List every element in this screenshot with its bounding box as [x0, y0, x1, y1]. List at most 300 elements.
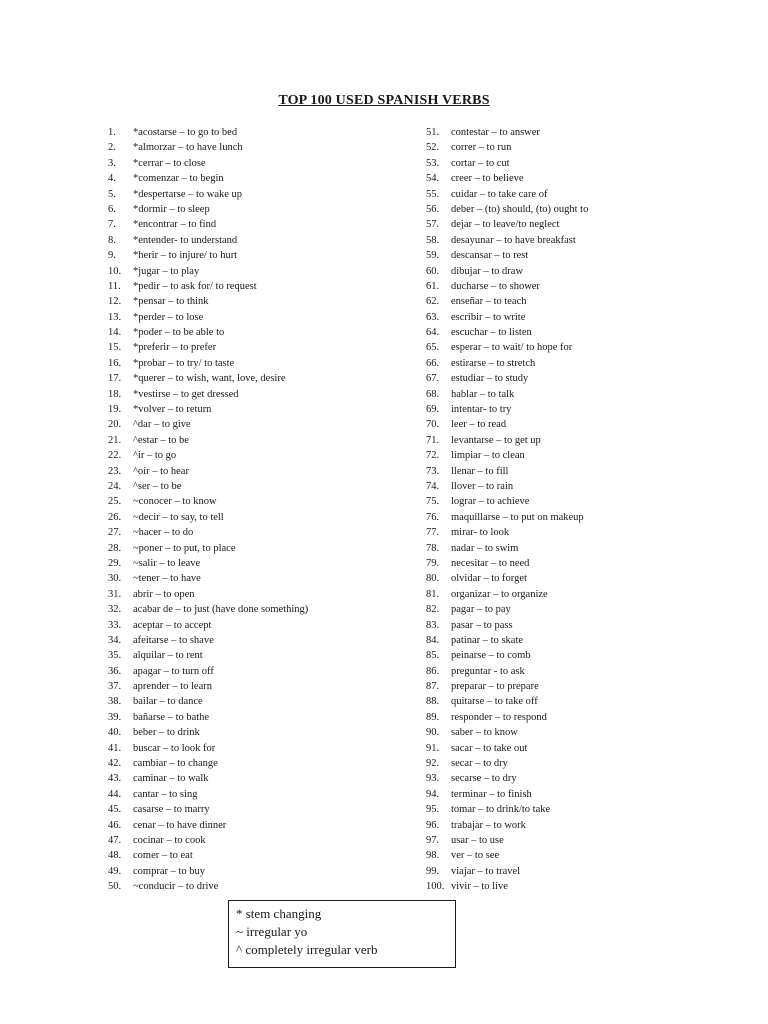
verb-number: 67.	[426, 373, 440, 385]
verb-entry: comprar – to buy	[133, 865, 206, 877]
verb-entry: descansar – to rest	[451, 250, 529, 262]
verb-number: 51.	[426, 127, 440, 138]
verb-entry: ~conocer – to know	[133, 496, 217, 508]
verb-list-item	[426, 202, 746, 217]
verb-list-item	[108, 510, 408, 525]
verb-entry: casarse – to marry	[133, 804, 210, 816]
verb-list-item	[426, 140, 746, 155]
verb-number: 42.	[108, 758, 122, 770]
verb-entry: *probar – to try/ to taste	[133, 357, 235, 369]
verb-entry: ~hacer – to do	[133, 527, 194, 539]
verb-number: 38.	[108, 696, 122, 708]
verb-list-item	[108, 833, 408, 848]
verb-number: 65.	[426, 342, 440, 354]
verb-entry: cuidar – to take care of	[451, 188, 548, 200]
verb-number: 46.	[108, 819, 122, 831]
verb-entry: ^estar – to be	[133, 434, 189, 446]
verb-entry: dejar – to leave/to neglect	[451, 219, 560, 231]
verb-list-item	[426, 387, 746, 402]
verb-entry: estudiar – to study	[451, 373, 529, 385]
verb-number: 16.	[108, 357, 122, 369]
verb-number: 62.	[426, 296, 440, 308]
verb-entry: ^dar – to give	[133, 419, 191, 431]
verb-list-item	[426, 694, 746, 709]
verb-number: 26.	[108, 511, 122, 523]
verb-number: 79.	[426, 557, 440, 569]
verb-list-item	[108, 525, 408, 540]
verb-entry: bailar – to dance	[133, 696, 203, 708]
verb-entry: *preferir – to prefer	[133, 342, 217, 354]
verb-entry: sacar – to take out	[451, 742, 528, 754]
verb-number: 34.	[108, 634, 122, 646]
verb-list-item	[108, 202, 408, 217]
verb-list-item	[426, 279, 746, 294]
verb-list-item	[108, 664, 408, 679]
verb-entry: *perder – to lose	[133, 311, 204, 323]
verb-number: 13.	[108, 311, 122, 323]
verb-entry: ~decir – to say, to tell	[133, 511, 224, 523]
verb-number: 71.	[426, 434, 440, 446]
verb-list-item	[426, 433, 746, 448]
verb-number: 92.	[426, 758, 440, 770]
verb-list-item	[426, 233, 746, 248]
verb-number: 9.	[108, 250, 116, 262]
verb-number: 21.	[108, 434, 122, 446]
verb-number: 6.	[108, 203, 116, 215]
verb-list-item	[108, 464, 408, 479]
verb-number: 49.	[108, 865, 122, 877]
verb-entry: apagar – to turn off	[133, 665, 214, 677]
verb-list-item	[108, 848, 408, 863]
verb-number: 19.	[108, 404, 122, 416]
verb-entry: *acostarse – to go to bed	[133, 127, 238, 138]
verb-number: 73.	[426, 465, 440, 477]
verb-list-item	[108, 417, 408, 432]
verb-entry: caminar – to walk	[133, 773, 209, 785]
verb-number: 80.	[426, 573, 440, 585]
verb-entry: cenar – to have dinner	[133, 819, 227, 831]
verb-number: 70.	[426, 419, 440, 431]
verb-entry: abrir – to open	[133, 588, 195, 600]
verb-entry: *pensar – to think	[133, 296, 209, 308]
verb-entry: pagar – to pay	[451, 604, 511, 616]
verb-entry: estirarse – to stretch	[451, 357, 536, 369]
verb-entry: *poder – to be able to	[133, 327, 225, 339]
verb-entry: enseñar – to teach	[451, 296, 527, 308]
verb-entry: quitarse – to take off	[451, 696, 538, 708]
verb-list-item	[108, 602, 408, 617]
verb-list-item	[108, 233, 408, 248]
verb-list-item	[108, 802, 408, 817]
verb-entry: preparar – to prepare	[451, 681, 539, 693]
verb-entry: buscar – to look for	[133, 742, 216, 754]
verb-number: 85.	[426, 650, 440, 662]
verb-entry: preguntar - to ask	[451, 665, 525, 677]
verb-number: 5.	[108, 188, 116, 200]
verb-number: 66.	[426, 357, 440, 369]
verb-number: 17.	[108, 373, 122, 385]
legend-box	[228, 900, 456, 968]
verb-list-item	[108, 294, 408, 309]
verb-list-item	[426, 448, 746, 463]
verb-entry: comer – to eat	[133, 850, 193, 862]
verb-list-item	[426, 187, 746, 202]
verb-number: 56.	[426, 203, 440, 215]
verb-list-item	[426, 248, 746, 263]
verb-number: 11.	[108, 280, 121, 292]
verb-number: 86.	[426, 665, 440, 677]
verb-number: 97.	[426, 834, 440, 846]
verb-entry: ~salir – to leave	[133, 557, 201, 569]
verb-number: 93.	[426, 773, 440, 785]
verb-list-item	[108, 187, 408, 202]
verb-entry: responder – to respond	[451, 711, 547, 723]
verb-number: 35.	[108, 650, 122, 662]
verb-number: 83.	[426, 619, 440, 631]
verb-list-item	[108, 433, 408, 448]
verb-number: 2.	[108, 142, 116, 154]
verb-list-item	[108, 325, 408, 340]
verb-entry: *jugar – to play	[133, 265, 200, 277]
verb-entry: deber – (to) should, (to) ought to	[451, 203, 589, 215]
verb-number: 30.	[108, 573, 122, 585]
verb-number: 44.	[108, 788, 122, 800]
verb-entry: ^ir – to go	[133, 450, 177, 462]
verb-list-item	[108, 156, 408, 171]
verb-number: 29.	[108, 557, 122, 569]
verb-entry: nadar – to swim	[451, 542, 519, 554]
verb-list-item	[426, 802, 746, 817]
verb-list-item	[426, 264, 746, 279]
verb-number: 90.	[426, 727, 440, 739]
verb-number: 69.	[426, 404, 440, 416]
verb-list-item	[426, 818, 746, 833]
verb-number: 68.	[426, 388, 440, 400]
page-title: TOP 100 USED SPANISH VERBS	[278, 93, 490, 108]
verb-number: 61.	[426, 280, 440, 292]
verb-number: 82.	[426, 604, 440, 616]
verb-entry: correr – to run	[451, 142, 512, 154]
verb-number: 7.	[108, 219, 116, 231]
verb-list-item	[108, 710, 408, 725]
verb-entry: bañarse – to bathe	[133, 711, 210, 723]
verb-entry: llover – to rain	[451, 480, 514, 492]
verb-list-item	[426, 833, 746, 848]
verb-entry: cortar – to cut	[451, 157, 510, 169]
verb-list-item	[426, 848, 746, 863]
verb-entry: ver – to see	[451, 850, 500, 862]
verb-number: 57.	[426, 219, 440, 231]
verb-entry: *almorzar – to have lunch	[133, 142, 243, 154]
verb-entry: usar – to use	[451, 834, 504, 846]
verb-number: 78.	[426, 542, 440, 554]
verb-entry: cambiar – to change	[133, 758, 218, 770]
verb-entry: *herir – to injure/ to hurt	[133, 250, 238, 262]
verb-number: 87.	[426, 681, 440, 693]
verb-entry: desayunar – to have breakfast	[451, 234, 576, 246]
verb-list-item	[426, 510, 746, 525]
verb-list-item	[426, 494, 746, 509]
verb-entry: pasar – to pass	[451, 619, 513, 631]
verb-entry: intentar- to try	[451, 404, 512, 416]
verb-entry: levantarse – to get up	[451, 434, 541, 446]
verb-list-item	[426, 648, 746, 663]
verb-number: 32.	[108, 604, 122, 616]
verb-entry: ~conducir – to drive	[133, 881, 219, 893]
verb-number: 95.	[426, 804, 440, 816]
verb-number: 75.	[426, 496, 440, 508]
verb-list-left	[108, 125, 408, 895]
verb-number: 25.	[108, 496, 122, 508]
verb-list-item	[108, 679, 408, 694]
verb-list-item	[426, 310, 746, 325]
verb-number: 81.	[426, 588, 440, 600]
verb-number: 52.	[426, 142, 440, 154]
verb-entry: *pedir – to ask for/ to request	[133, 280, 257, 292]
verb-list-item	[108, 633, 408, 648]
verb-list-item	[108, 787, 408, 802]
verb-entry: cantar – to sing	[133, 788, 198, 800]
verb-list-item	[426, 402, 746, 417]
verb-number: 18.	[108, 388, 122, 400]
verb-list-item	[108, 694, 408, 709]
verb-number: 15.	[108, 342, 122, 354]
verb-list-item	[426, 725, 746, 740]
verb-number: 10.	[108, 265, 122, 277]
verb-list-item	[108, 171, 408, 186]
verb-list-item	[426, 633, 746, 648]
verb-list-item	[108, 494, 408, 509]
verb-number: 100.	[426, 881, 445, 893]
legend-completely-irregular: ^ completely irregular verb	[236, 942, 378, 957]
verb-entry: *querer – to wish, want, love, desire	[133, 373, 286, 385]
verb-entry: necesitar – to need	[451, 557, 530, 569]
verb-number: 55.	[426, 188, 440, 200]
verb-list-item	[108, 279, 408, 294]
verb-entry: vivir – to live	[451, 881, 508, 893]
verb-number: 48.	[108, 850, 122, 862]
verb-entry: *despertarse – to wake up	[133, 188, 243, 200]
verb-list-item	[426, 356, 746, 371]
verb-number: 99.	[426, 865, 440, 877]
verb-list-item	[426, 556, 746, 571]
verb-list-item	[426, 787, 746, 802]
verb-number: 53.	[426, 157, 440, 169]
verb-number: 37.	[108, 681, 122, 693]
verb-entry: aceptar – to accept	[133, 619, 212, 631]
verb-list-item	[108, 618, 408, 633]
legend-irregular-yo: ~ irregular yo	[236, 924, 308, 939]
verb-entry: leer – to read	[451, 419, 507, 431]
verb-list-item	[108, 541, 408, 556]
verb-list-item	[426, 541, 746, 556]
verb-list-item	[426, 525, 746, 540]
verb-number: 3.	[108, 157, 116, 169]
verb-entry: viajar – to travel	[451, 865, 521, 877]
verb-list-item	[108, 356, 408, 371]
verb-entry: ^ser – to be	[133, 480, 182, 492]
verb-entry: acabar de – to just (have done something)	[133, 604, 309, 616]
verb-number: 12.	[108, 296, 122, 308]
verb-list-item	[426, 217, 746, 232]
verb-entry: *dormir – to sleep	[133, 203, 210, 215]
verb-list-item	[108, 864, 408, 879]
verb-number: 23.	[108, 465, 122, 477]
verb-list-item	[108, 140, 408, 155]
verb-entry: secar – to dry	[451, 758, 508, 770]
verb-number: 88.	[426, 696, 440, 708]
verb-entry: hablar – to talk	[451, 388, 515, 400]
verb-list-item	[108, 217, 408, 232]
verb-list-item	[108, 725, 408, 740]
verb-list-item	[426, 156, 746, 171]
verb-list-item	[426, 417, 746, 432]
verb-entry: *comenzar – to begin	[133, 173, 224, 185]
verb-number: 41.	[108, 742, 122, 754]
verb-entry: tomar – to drink/to take	[451, 804, 551, 816]
verb-list-item	[426, 741, 746, 756]
verb-number: 77.	[426, 527, 440, 539]
verb-list-item	[426, 294, 746, 309]
verb-list-item	[426, 340, 746, 355]
verb-list-item	[426, 771, 746, 786]
verb-number: 1.	[108, 127, 116, 138]
verb-entry: creer – to believe	[451, 173, 524, 185]
verb-number: 50.	[108, 881, 122, 893]
verb-list-item	[108, 571, 408, 586]
verb-list-item	[108, 879, 408, 894]
verb-list-item	[426, 618, 746, 633]
verb-number: 31.	[108, 588, 122, 600]
verb-entry: patinar – to skate	[451, 634, 524, 646]
verb-list-item	[426, 371, 746, 386]
verb-number: 58.	[426, 234, 440, 246]
verb-entry: dibujar – to draw	[451, 265, 524, 277]
verb-entry: escribir – to write	[451, 311, 526, 323]
verb-entry: beber – to drink	[133, 727, 200, 739]
verb-entry: olvidar – to forget	[451, 573, 527, 585]
verb-list-item	[108, 310, 408, 325]
verb-entry: ~tener – to have	[133, 573, 201, 585]
verb-list-item	[426, 479, 746, 494]
verb-number: 84.	[426, 634, 440, 646]
verb-list-item	[426, 171, 746, 186]
verb-list-item	[108, 402, 408, 417]
verb-number: 24.	[108, 480, 122, 492]
verb-number: 40.	[108, 727, 122, 739]
verb-number: 74.	[426, 480, 440, 492]
verb-list-right	[426, 125, 746, 895]
verb-entry: contestar – to answer	[451, 127, 540, 138]
verb-entry: llenar – to fill	[451, 465, 509, 477]
verb-entry: ~poner – to put, to place	[133, 542, 236, 554]
verb-list-item	[108, 125, 408, 140]
verb-number: 54.	[426, 173, 440, 185]
verb-entry: *vestirse – to get dressed	[133, 388, 239, 400]
verb-list-item	[108, 587, 408, 602]
verb-list-item	[108, 818, 408, 833]
verb-entry: *encontrar – to find	[133, 219, 217, 231]
verb-number: 91.	[426, 742, 440, 754]
verb-entry: alquilar – to rent	[133, 650, 203, 662]
verb-list-item	[108, 771, 408, 786]
verb-list-item	[426, 125, 746, 140]
verb-number: 72.	[426, 450, 440, 462]
verb-list-item	[426, 571, 746, 586]
verb-entry: organizar – to organize	[451, 588, 548, 600]
verb-list-item	[426, 710, 746, 725]
verb-list-item	[426, 325, 746, 340]
verb-number: 22.	[108, 450, 122, 462]
verb-entry: mirar- to look	[451, 527, 510, 539]
verb-entry: peinarse – to comb	[451, 650, 531, 662]
verb-list-item	[108, 448, 408, 463]
verb-number: 39.	[108, 711, 122, 723]
verb-number: 96.	[426, 819, 440, 831]
verb-number: 28.	[108, 542, 122, 554]
verb-entry: trabajar – to work	[451, 819, 526, 831]
verb-number: 89.	[426, 711, 440, 723]
verb-list-item	[108, 371, 408, 386]
verb-entry: limpiar – to clean	[451, 450, 525, 462]
verb-list-item	[426, 756, 746, 771]
verb-list-item	[108, 756, 408, 771]
verb-number: 27.	[108, 527, 122, 539]
verb-entry: cocinar – to cook	[133, 834, 206, 846]
verb-list-item	[108, 479, 408, 494]
verb-list-item	[108, 556, 408, 571]
verb-number: 47.	[108, 834, 122, 846]
legend-stem-changing: * stem changing	[236, 906, 322, 921]
verb-list-item	[108, 248, 408, 263]
verb-number: 76.	[426, 511, 440, 523]
verb-number: 4.	[108, 173, 116, 185]
verb-entry: ducharse – to shower	[451, 280, 540, 292]
verb-number: 63.	[426, 311, 440, 323]
verb-entry: esperar – to wait/ to hope for	[451, 342, 573, 354]
verb-list-item	[108, 264, 408, 279]
verb-entry: aprender – to learn	[133, 681, 213, 693]
verb-number: 98.	[426, 850, 440, 862]
verb-number: 43.	[108, 773, 122, 785]
verb-list-item	[426, 879, 746, 894]
verb-list-item	[426, 464, 746, 479]
verb-entry: lograr – to achieve	[451, 496, 530, 508]
verb-number: 8.	[108, 234, 116, 246]
verb-list-item	[108, 741, 408, 756]
verb-entry: *entender- to understand	[133, 234, 238, 246]
verb-entry: *cerrar – to close	[133, 157, 206, 169]
verb-number: 45.	[108, 804, 122, 816]
verb-entry: maquillarse – to put on makeup	[451, 511, 584, 523]
verb-list-item	[426, 602, 746, 617]
verb-number: 94.	[426, 788, 440, 800]
verb-list-item	[426, 587, 746, 602]
verb-list-item	[426, 664, 746, 679]
verb-number: 60.	[426, 265, 440, 277]
verb-list-item	[108, 648, 408, 663]
verb-number: 33.	[108, 619, 122, 631]
verb-list-item	[108, 387, 408, 402]
verb-number: 14.	[108, 327, 122, 339]
verb-list-item	[426, 679, 746, 694]
verb-number: 64.	[426, 327, 440, 339]
verb-number: 59.	[426, 250, 440, 262]
verb-list-item	[426, 864, 746, 879]
verb-entry: terminar – to finish	[451, 788, 532, 800]
verb-entry: afeitarse – to shave	[133, 634, 214, 646]
verb-entry: secarse – to dry	[451, 773, 517, 785]
